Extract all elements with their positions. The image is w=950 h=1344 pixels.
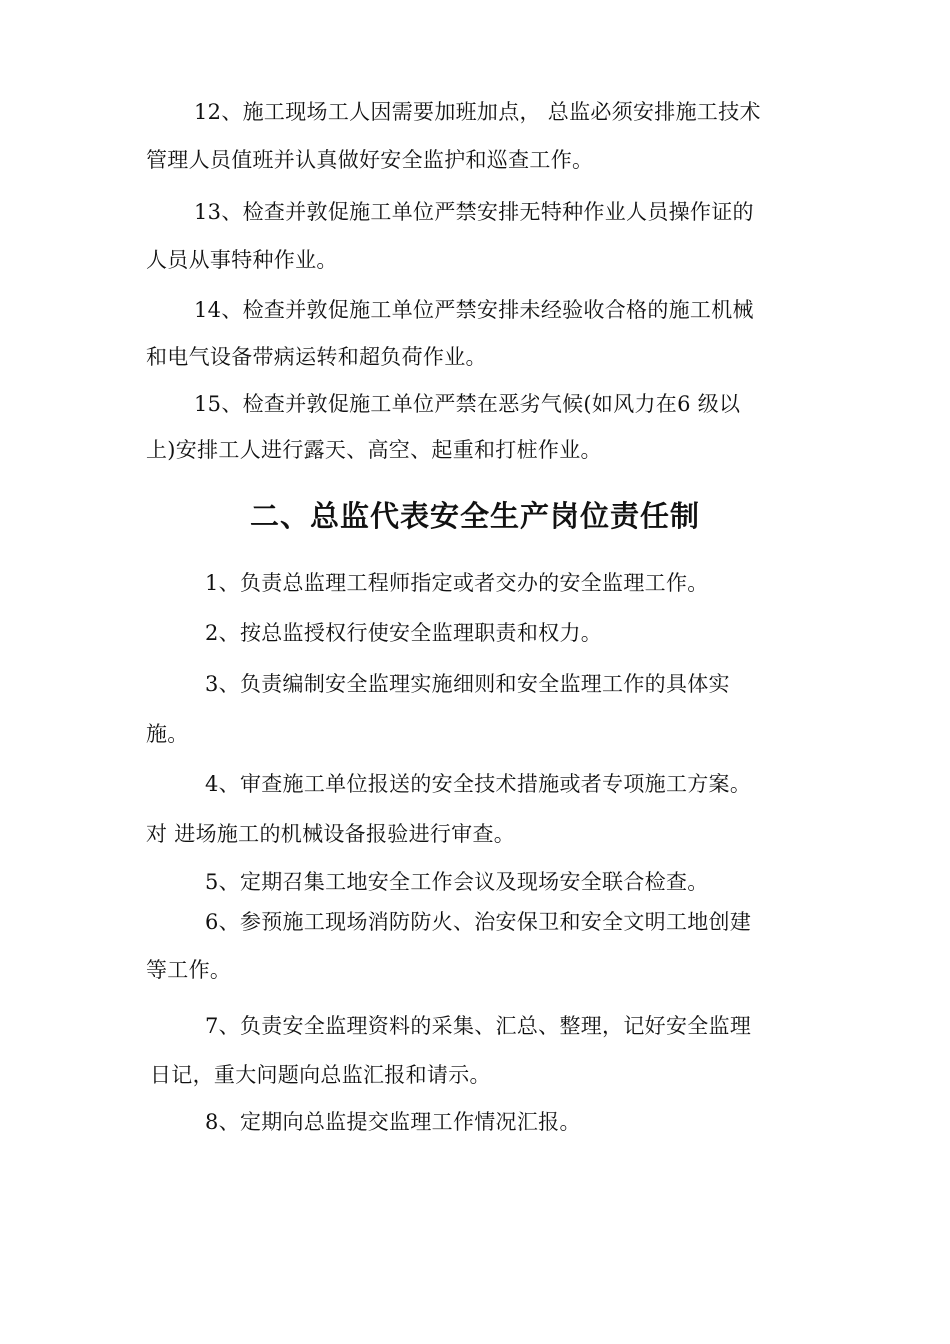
item-4-line-2: 对 进场施工的机械设备报验进行审查。 — [146, 822, 516, 846]
item-8-line-1: 8、定期向总监提交监理工作情况汇报。 — [205, 1110, 581, 1134]
item-4-line-1: 4、审查施工单位报送的安全技术措施或者专项施工方案。 — [205, 772, 752, 796]
item-3-line-1: 3、负责编制安全监理实施细则和安全监理工作的具体实 — [205, 672, 730, 696]
item-12-line-2: 管理人员值班并认真做好安全监护和巡查工作。 — [146, 148, 594, 172]
item-5-line-1: 5、定期召集工地安全工作会议及现场安全联合检查。 — [205, 870, 709, 894]
item-6-line-1: 6、参预施工现场消防防火、治安保卫和安全文明工地创建 — [205, 910, 752, 934]
item-13-line-1: 13、检查并敦促施工单位严禁安排无特种作业人员操作证的 — [194, 200, 754, 224]
item-15-line-1: 15、检查并敦促施工单位严禁在恶劣气候(如风力在6 级以 — [194, 392, 741, 416]
item-14-line-1: 14、检查并敦促施工单位严禁安排未经验收合格的施工机械 — [194, 298, 754, 322]
item-14-line-2: 和电气设备带病运转和超负荷作业。 — [146, 345, 487, 369]
section-heading: 二、总监代表安全生产岗位责任制 — [249, 499, 700, 533]
item-13-line-2: 人员从事特种作业。 — [146, 248, 338, 272]
item-7-line-1: 7、负责安全监理资料的采集、汇总、整理，记好安全监理 — [205, 1014, 752, 1038]
item-3-line-2: 施。 — [146, 722, 189, 746]
item-7-line-2: 日记，重大问题向总监汇报和请示。 — [150, 1063, 491, 1087]
item-12-line-1: 12、施工现场工人因需要加班加点， 总监必须安排施工技术 — [194, 100, 761, 124]
item-6-line-2: 等工作。 — [146, 958, 232, 982]
item-2-line-1: 2、按总监授权行使安全监理职责和权力。 — [205, 621, 603, 645]
item-15-line-2: 上)安排工人进行露天、高空、起重和打桩作业。 — [146, 438, 602, 462]
item-1-line-1: 1、负责总监理工程师指定或者交办的安全监理工作。 — [205, 571, 709, 595]
